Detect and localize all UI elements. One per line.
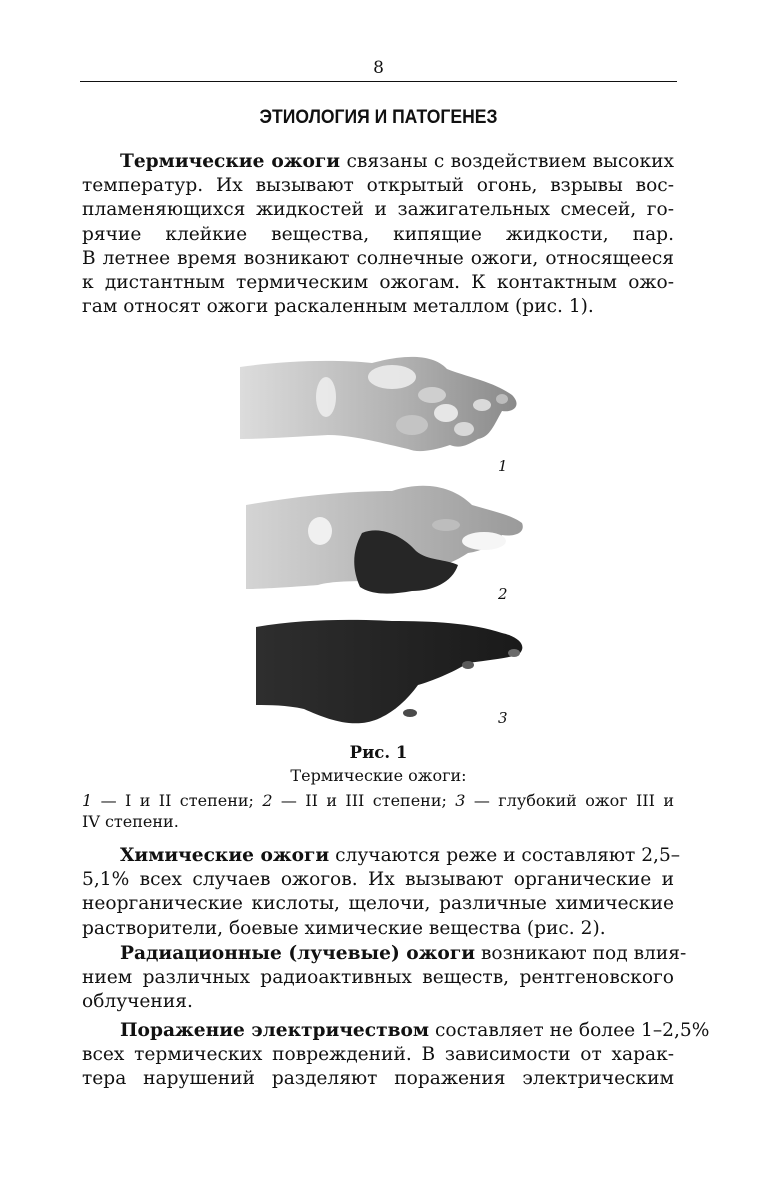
text-line: всех термических повреждений. В зависимости от харак-: [82, 1044, 674, 1066]
page-number: 8: [373, 58, 384, 78]
figure-caption-title: Рис. 1: [349, 743, 408, 762]
figure-caption-subtitle: Термические ожоги:: [290, 766, 467, 785]
figure-thermal-burns-hands: [232, 355, 532, 735]
paragraph-radiation-burns: [82, 942, 687, 1015]
caption-line: [82, 790, 674, 811]
legend-text-2: — II и III степени;: [272, 791, 456, 810]
figure-label-1: 1: [498, 457, 508, 475]
legend-text-1: — I и II степени;: [92, 791, 263, 810]
header-rule: [80, 81, 677, 82]
text-span: возникают под влия-: [475, 943, 687, 964]
text-line: 5,1% всех случаев ожогов. Их вызывают органические и: [82, 869, 674, 891]
text-span: составляет не более 1–2,5%: [429, 1020, 710, 1041]
text-line: тера нарушений разделяют поражения электрическим: [82, 1068, 674, 1090]
legend-text-3: — глубокий ожог III и: [465, 791, 675, 810]
figure-label-2: 2: [498, 585, 508, 603]
paragraph-electrical-injury: [82, 1019, 710, 1092]
hand-3-illustration: [256, 620, 522, 723]
text-line: к дистантным термическим ожогам. К контактным ожо-: [82, 271, 674, 293]
legend-number-1: 1: [82, 791, 93, 810]
legend-number-2: 2: [262, 791, 273, 810]
text-line: гам относят ожоги раскаленным металлом (рис. 1).: [82, 296, 594, 318]
text-line: пламеняющихся жидкостей и зажигательных смесей, го-: [82, 199, 674, 221]
paragraph-chemical-burns: [82, 844, 681, 941]
term-chemical-burns: Химические ожоги: [120, 845, 330, 866]
text-line: [82, 844, 681, 868]
term-radiation-burns: Радиационные (лучевые) ожоги: [120, 943, 476, 964]
text-line: [82, 150, 674, 174]
text-line: растворители, боевые химические вещества (рис. 2).: [82, 917, 606, 939]
section-title: ЭТИОЛОГИЯ И ПАТОГЕНЕЗ: [259, 106, 498, 128]
hand-1-illustration: [240, 357, 517, 451]
text-line: [82, 942, 687, 966]
text-line: температур. Их вызывают открытый огонь, взрывы вос-: [82, 175, 674, 197]
legend-number-3: 3: [455, 791, 466, 810]
figure-label-3: 3: [498, 709, 508, 727]
text-span: случаются реже и составляют 2,5–: [329, 845, 681, 866]
text-line: [82, 1019, 710, 1043]
text-line: В летнее время возникают солнечные ожоги, относящееся: [82, 247, 674, 269]
text-line: облучения.: [82, 991, 193, 1013]
term-electrical-injury: Поражение электричеством: [120, 1020, 430, 1041]
figure-caption-legend: [82, 790, 674, 832]
term-thermal-burns: Термические ожоги: [120, 151, 341, 172]
hands-illustration: [232, 355, 532, 735]
hand-2-illustration: [246, 486, 523, 594]
text-line: рячие клейкие вещества, кипящие жидкости, пар.: [82, 223, 674, 245]
paragraph-thermal-burns: [82, 150, 674, 319]
caption-line: IV степени.: [82, 812, 179, 831]
text-span: связаны с воздействием высоких: [340, 151, 674, 172]
text-line: нием различных радиоактивных веществ, рентгеновского: [82, 967, 674, 989]
text-line: неорганические кислоты, щелочи, различные химические: [82, 893, 674, 915]
